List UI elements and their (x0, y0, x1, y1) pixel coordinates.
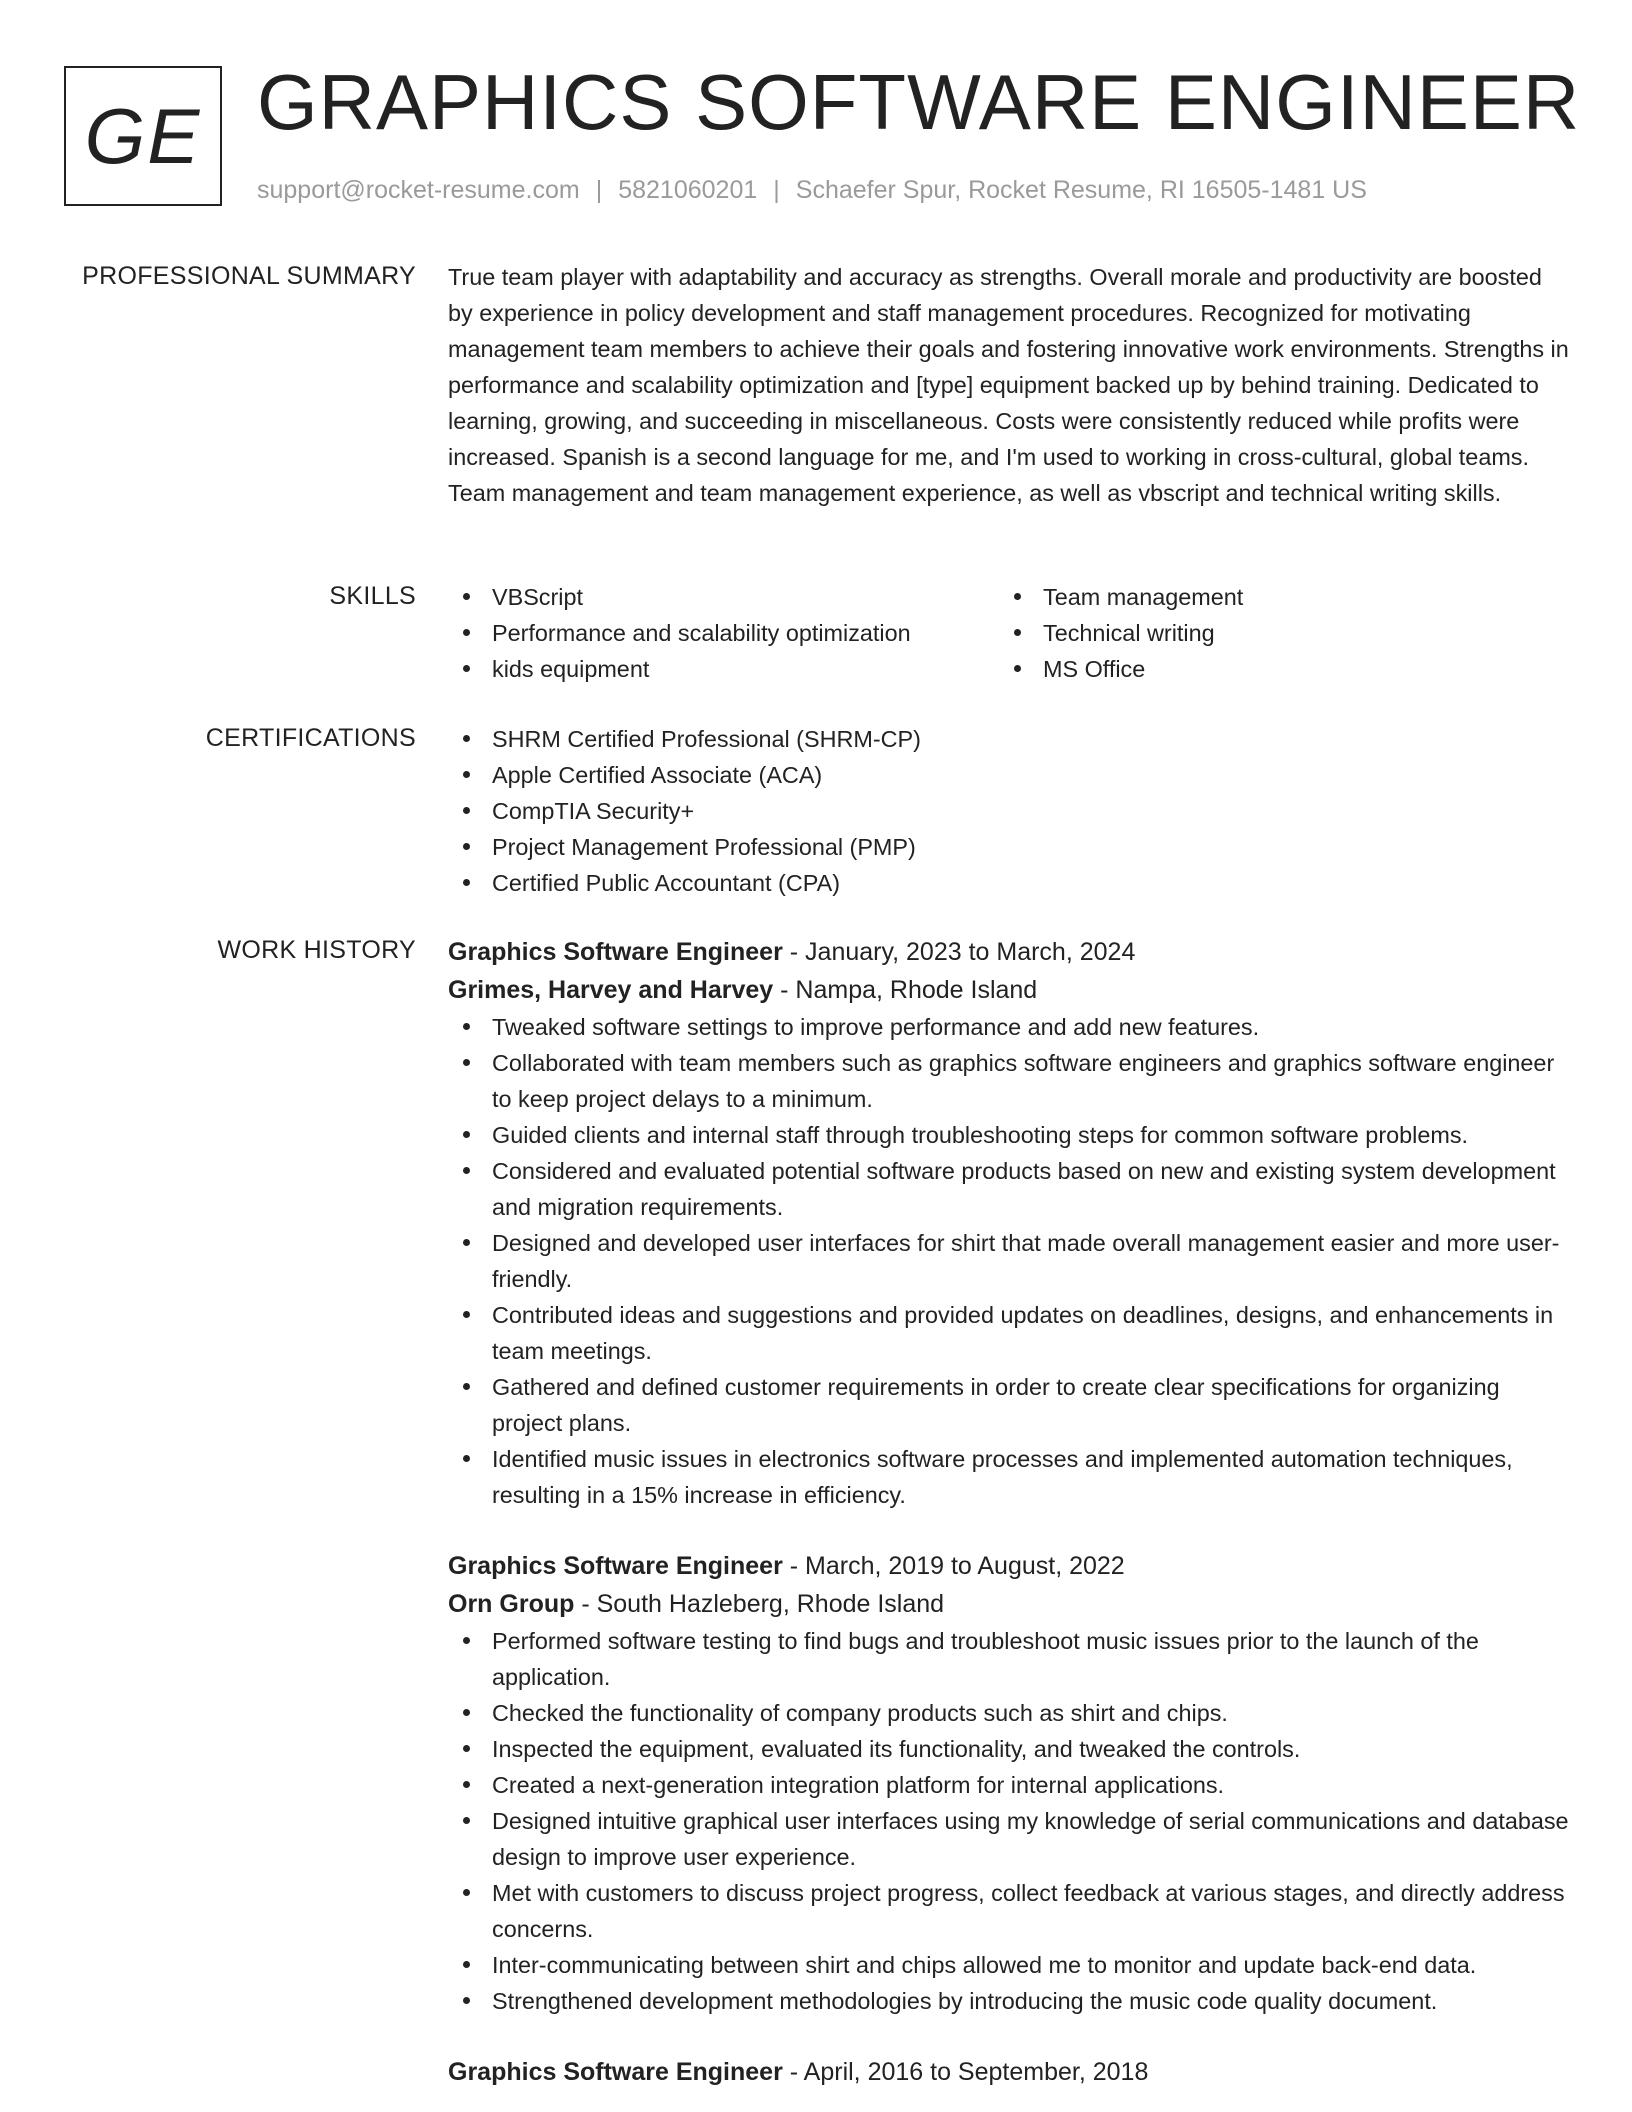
skill-item: kids equipment (448, 651, 999, 687)
contact-separator: | (595, 176, 603, 204)
summary-body (448, 259, 1570, 511)
job-bullet: Designed and developed user interfaces for shirt that made overall management easier and more user-friendly. (448, 1225, 1570, 1297)
skill-item: Performance and scalability optimization (448, 615, 999, 651)
certification-item: SHRM Certified Professional (SHRM-CP) (448, 721, 1570, 757)
contact-email[interactable]: support@rocket-resume.com (257, 176, 580, 204)
job-entry (448, 2053, 1570, 2091)
job-bullet: Identified music issues in electronics software processes and implemented automation techniques, resulting in a 15% increase in efficiency. (448, 1441, 1570, 1513)
contact-line (257, 175, 1367, 205)
job-bullet: Inter-communicating between shirt and chips allowed me to monitor and update back-end data. (448, 1947, 1570, 1983)
job-bullet: Collaborated with team members such as graphics software engineers and graphics software engineer to keep project delays to a minimum. (448, 1045, 1570, 1117)
certification-item: Apple Certified Associate (ACA) (448, 757, 1570, 793)
job-company-line (448, 971, 1570, 1009)
job-title: Graphics Software Engineer (448, 938, 783, 966)
job-title-line (448, 933, 1570, 971)
job-bullet: Strengthened development methodologies by introducing the music code quality document. (448, 1983, 1570, 2019)
job-dates: - March, 2019 to August, 2022 (782, 1552, 1125, 1580)
certification-item: Project Management Professional (PMP) (448, 829, 1570, 865)
job-bullet: Considered and evaluated potential software products based on new and existing system development and migration requirements. (448, 1153, 1570, 1225)
job-bullet: Met with customers to discuss project progress, collect feedback at various stages, and directly address concerns. (448, 1875, 1570, 1947)
job-bullet: Gathered and defined customer requirements in order to create clear specifications for organizing project plans. (448, 1369, 1570, 1441)
job-title-line (448, 1547, 1570, 1585)
contact-phone[interactable]: 5821060201 (618, 176, 758, 204)
job-bullet: Designed intuitive graphical user interfaces using my knowledge of serial communications and database design to improve user experience. (448, 1803, 1570, 1875)
job-company: Orn Group (448, 1590, 575, 1618)
section-label-work-history: WORK HISTORY (217, 936, 416, 964)
section-label-summary: PROFESSIONAL SUMMARY (82, 262, 416, 290)
job-bullet: Inspected the equipment, evaluated its functionality, and tweaked the controls. (448, 1731, 1570, 1767)
contact-separator: | (773, 176, 780, 204)
job-bullet: Guided clients and internal staff through troubleshooting steps for common software problems. (448, 1117, 1570, 1153)
job-bullet: Tweaked software settings to improve performance and add new features. (448, 1009, 1570, 1045)
job-title: Graphics Software Engineer (448, 1552, 783, 1580)
resume-title: GRAPHICS SOFTWARE ENGINEER (257, 58, 1581, 146)
section-label-certifications: CERTIFICATIONS (205, 724, 416, 752)
skill-item: VBScript (448, 579, 999, 615)
job-bullets (448, 1623, 1570, 2019)
job-dates: - April, 2016 to September, 2018 (782, 2058, 1149, 2086)
job-entry (448, 933, 1570, 1513)
section-label-skills: SKILLS (329, 582, 416, 610)
certification-item: Certified Public Accountant (CPA) (448, 865, 1570, 901)
job-bullet: Contributed ideas and suggestions and provided updates on deadlines, designs, and enhancements in team meetings. (448, 1297, 1570, 1369)
summary-text: True team player with adaptability and accuracy as strengths. Overall morale and productivity are boosted by experience in policy development and staff management procedures. Recognized for motivating management team members to achieve their goals and fostering innovative work environments. Strengths in performance and scalability optimization and [type] equipment backed up by behind training. Dedicated to learning, growing, and succeeding in miscellaneous. Costs were consistently reduced while profits were increased. Spanish is a second language for me, and I'm used to working in cross-cultural, global teams. Team management and team management experience, as well as vbscript and technical writing skills. (448, 264, 1569, 506)
job-title-line (448, 2053, 1570, 2091)
contact-address: Schaefer Spur, Rocket Resume, RI 16505-1481 US (795, 176, 1367, 204)
job-location: - Nampa, Rhode Island (773, 976, 1038, 1004)
monogram: GE (64, 66, 222, 206)
skills-body (448, 579, 1570, 687)
job-bullets (448, 1009, 1570, 1513)
job-company: Grimes, Harvey and Harvey (448, 976, 774, 1004)
skill-item: MS Office (999, 651, 1550, 687)
skill-item: Team management (999, 579, 1550, 615)
skill-item: Technical writing (999, 615, 1550, 651)
skills-column-2 (999, 579, 1550, 687)
job-bullet: Created a next-generation integration platform for internal applications. (448, 1767, 1570, 1803)
job-bullet: Performed software testing to find bugs and troubleshoot music issues prior to the launch of the application. (448, 1623, 1570, 1695)
job-entry (448, 1547, 1570, 2019)
job-dates: - January, 2023 to March, 2024 (782, 938, 1136, 966)
certifications-body (448, 721, 1570, 901)
job-location: - South Hazleberg, Rhode Island (574, 1590, 945, 1618)
skills-column-1 (448, 579, 999, 687)
certification-item: CompTIA Security+ (448, 793, 1570, 829)
work-history-body (448, 933, 1570, 2091)
job-title: Graphics Software Engineer (448, 2058, 783, 2086)
job-company-line (448, 1585, 1570, 1623)
job-bullet: Checked the functionality of company products such as shirt and chips. (448, 1695, 1570, 1731)
